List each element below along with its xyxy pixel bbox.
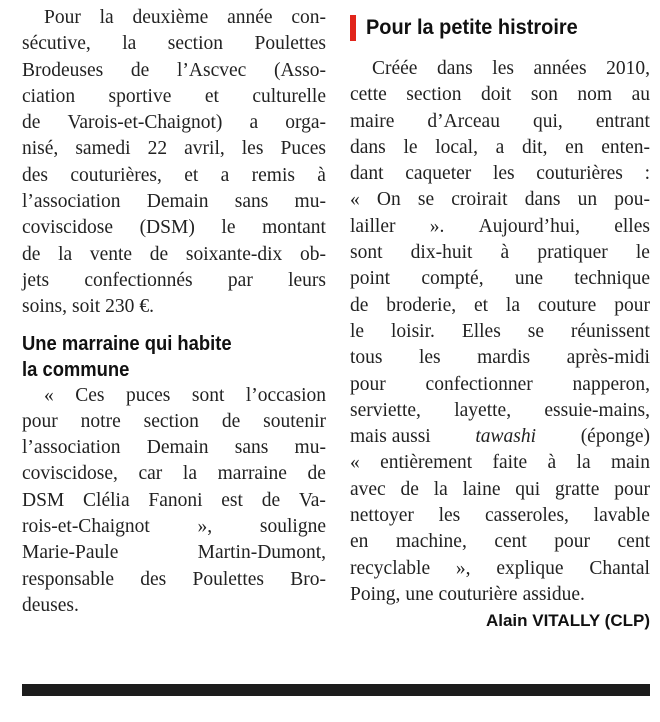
text-line: maire d’Arceau qui, entrant [350, 110, 650, 132]
text-line: deuses. [22, 594, 79, 616]
text-line: recyclable », explique Chantal [350, 557, 650, 579]
section-accent-bar [350, 15, 356, 41]
text-line: jets confectionnés par leurs [22, 269, 326, 291]
text-line: responsable des Poulettes Bro- [22, 568, 326, 590]
subheading [22, 331, 302, 383]
text-line: lailler ». Aujourd’hui, elles [350, 215, 650, 237]
text-line: des couturières, et a remis à [22, 164, 326, 186]
text-line: tous les mardis après-midi [350, 347, 650, 369]
text-line: pour confectionner napperon, [350, 373, 650, 395]
text-line: de la vente de soixante-dix ob- [22, 243, 326, 265]
text-line: sont dix-huit à pratiquer le [350, 242, 650, 264]
text-line: pour notre section de soutenir [22, 410, 326, 432]
italic-term: tawashi [475, 426, 537, 448]
text-line: « Ces puces sont l’occasion [44, 384, 326, 406]
text-fragment: (éponge) [580, 426, 650, 448]
text-line: « On se croirait dans un pou- [350, 189, 650, 211]
text-line: rois-et-Chaignot », souligne [22, 516, 326, 538]
text-line: Poing, une couturière assidue. [350, 583, 585, 605]
text-line: Créée dans les années 2010, [372, 58, 650, 79]
text-line: « entièrement faite à la main [350, 452, 650, 474]
text-line: dans le local, a dit, en enten- [350, 136, 650, 158]
text-line: sécutive, la section Poulettes [22, 33, 326, 55]
text-line: Brodeuses de l’Ascvec (Asso- [22, 59, 326, 81]
text-line: ciation sportive et culturelle [22, 85, 326, 107]
text-line: l’association Demain sans mu- [22, 437, 326, 459]
text-line: Pour la deuxième année con- [44, 7, 326, 28]
section-title: Pour la petite histroire [366, 15, 578, 39]
text-line [350, 424, 650, 450]
text-line: nisé, samedi 22 avril, les Puces [22, 138, 326, 160]
text-line: dant caqueter les couturières : [350, 163, 650, 185]
text-line: de broderie, et la couture pour [350, 294, 650, 316]
text-line: nettoyer les casseroles, lavable [350, 505, 650, 527]
subheading-line: la commune [22, 358, 130, 381]
text-line: le loisir. Elles se réunissent [350, 320, 650, 342]
footer-rule [22, 684, 650, 696]
text-line: Marie-Paule Martin-Dumont, [22, 542, 326, 564]
left-column [22, 0, 326, 619]
text-fragment: mais aussi [350, 426, 431, 448]
text-line: l’association Demain sans mu- [22, 191, 326, 213]
right-column [350, 0, 650, 632]
text-line: avec de la laine qui gratte pour [350, 478, 650, 500]
byline: Alain VITALLY (CLP) [485, 611, 650, 631]
text-line: en machine, cent pour cent [350, 531, 650, 553]
intro-paragraph [22, 5, 326, 321]
text-line: point compté, une technique [350, 268, 650, 290]
text-line: soins, soit 230 €. [22, 296, 155, 318]
text-line: coviscidose (DSM) le montant [22, 217, 326, 239]
text-line: cette section doit son nom au [350, 84, 650, 106]
text-line: serviette, layette, essuie-mains, [350, 399, 650, 421]
text-line: de Varois-et-Chaignot) a orga- [22, 112, 326, 134]
marraine-paragraph [22, 383, 326, 620]
subheading-line: Une marraine qui habite [22, 332, 232, 355]
section-heading [350, 8, 650, 48]
text-line: DSM Clélia Fanoni est de Va- [22, 489, 326, 511]
story-paragraph [350, 56, 650, 608]
text-line: coviscidose, car la marraine de [22, 463, 326, 485]
